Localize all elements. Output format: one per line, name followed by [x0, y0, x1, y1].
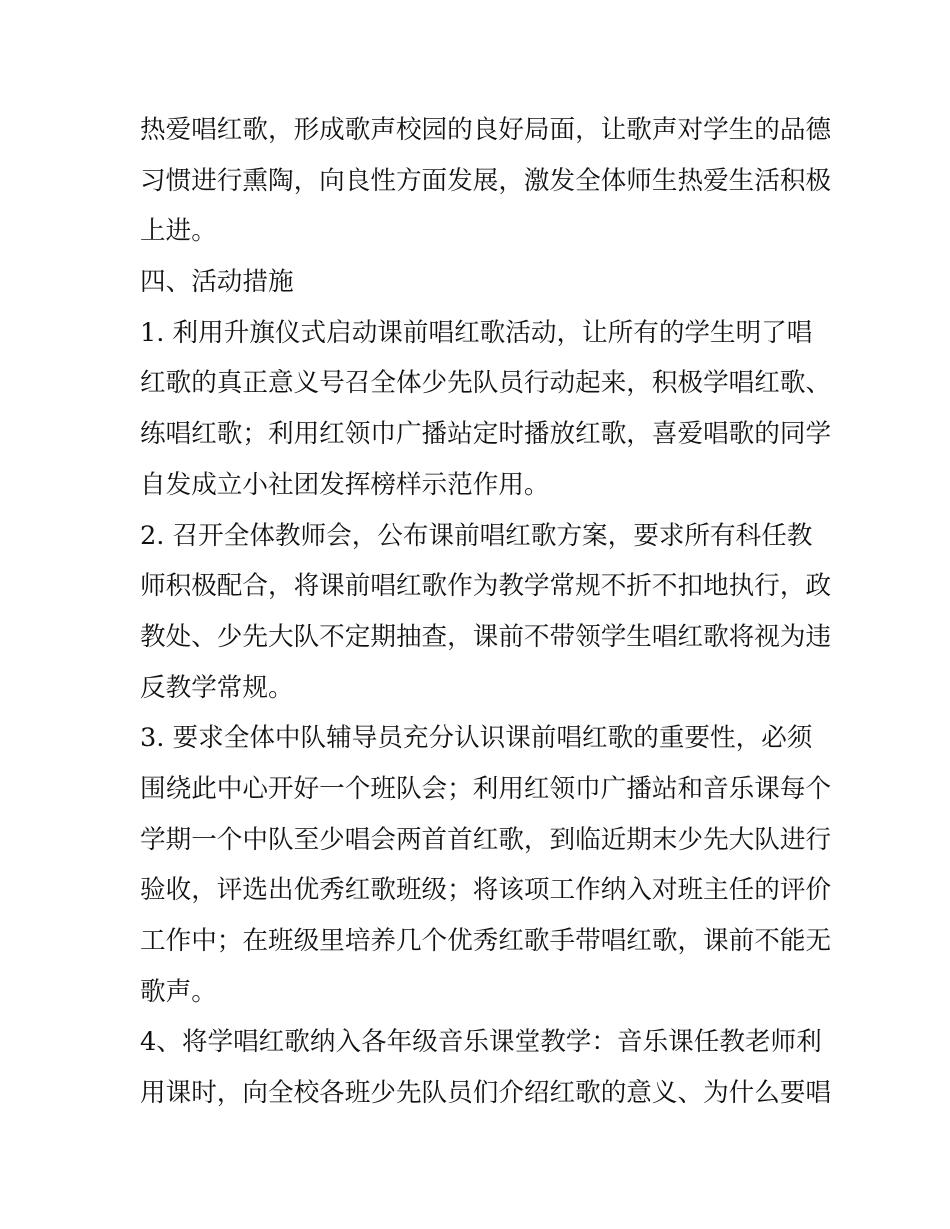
text-line: 学期一个中队至少唱会两首首红歌，到临近期末少先大队进行 — [140, 824, 832, 855]
section-heading: 四、活动措施 — [140, 267, 294, 298]
text-line: 歌声。 — [140, 976, 217, 1007]
text-line: 反教学常规。 — [140, 672, 294, 703]
text-line: 师积极配合，将课前唱红歌作为教学常规不折不扣地执行，政 — [140, 571, 832, 602]
text-line: 上进。 — [140, 216, 217, 247]
document-page — [140, 105, 832, 1119]
text-line: 教处、少先大队不定期抽查，课前不带领学生唱红歌将视为违 — [140, 621, 832, 652]
text-line: 验收，评选出优秀红歌班级；将该项工作纳入对班主任的评价 — [140, 875, 832, 906]
text-line: 围绕此中心开好一个班队会；利用红领巾广播站和音乐课每个 — [140, 773, 832, 804]
text-line: 红歌的真正意义号召全体少先队员行动起来，积极学唱红歌、 — [140, 368, 832, 399]
text-line: 用课时，向全校各班少先队员们介绍红歌的意义、为什么要唱 — [140, 1078, 832, 1109]
text-line: 自发成立小社团发挥榜样示范作用。 — [140, 469, 550, 500]
text-line: 2. 召开全体教师会，公布课前唱红歌方案，要求所有科任教 — [140, 520, 813, 551]
text-line: 1. 利用升旗仪式启动课前唱红歌活动，让所有的学生明了唱 — [140, 317, 813, 348]
text-line: 4、将学唱红歌纳入各年级音乐课堂教学：音乐课任教老师利 — [140, 1027, 822, 1058]
text-line: 习惯进行熏陶，向良性方面发展，激发全体师生热爱生活积极 — [140, 165, 832, 196]
text-line: 3. 要求全体中队辅导员充分认识课前唱红歌的重要性，必须 — [140, 723, 813, 754]
text-line: 练唱红歌；利用红领巾广播站定时播放红歌，喜爱唱歌的同学 — [140, 419, 832, 450]
text-line: 热爱唱红歌，形成歌声校园的良好局面，让歌声对学生的品德 — [140, 115, 832, 145]
text-line: 工作中；在班级里培养几个优秀红歌手带唱红歌，课前不能无 — [140, 926, 832, 956]
